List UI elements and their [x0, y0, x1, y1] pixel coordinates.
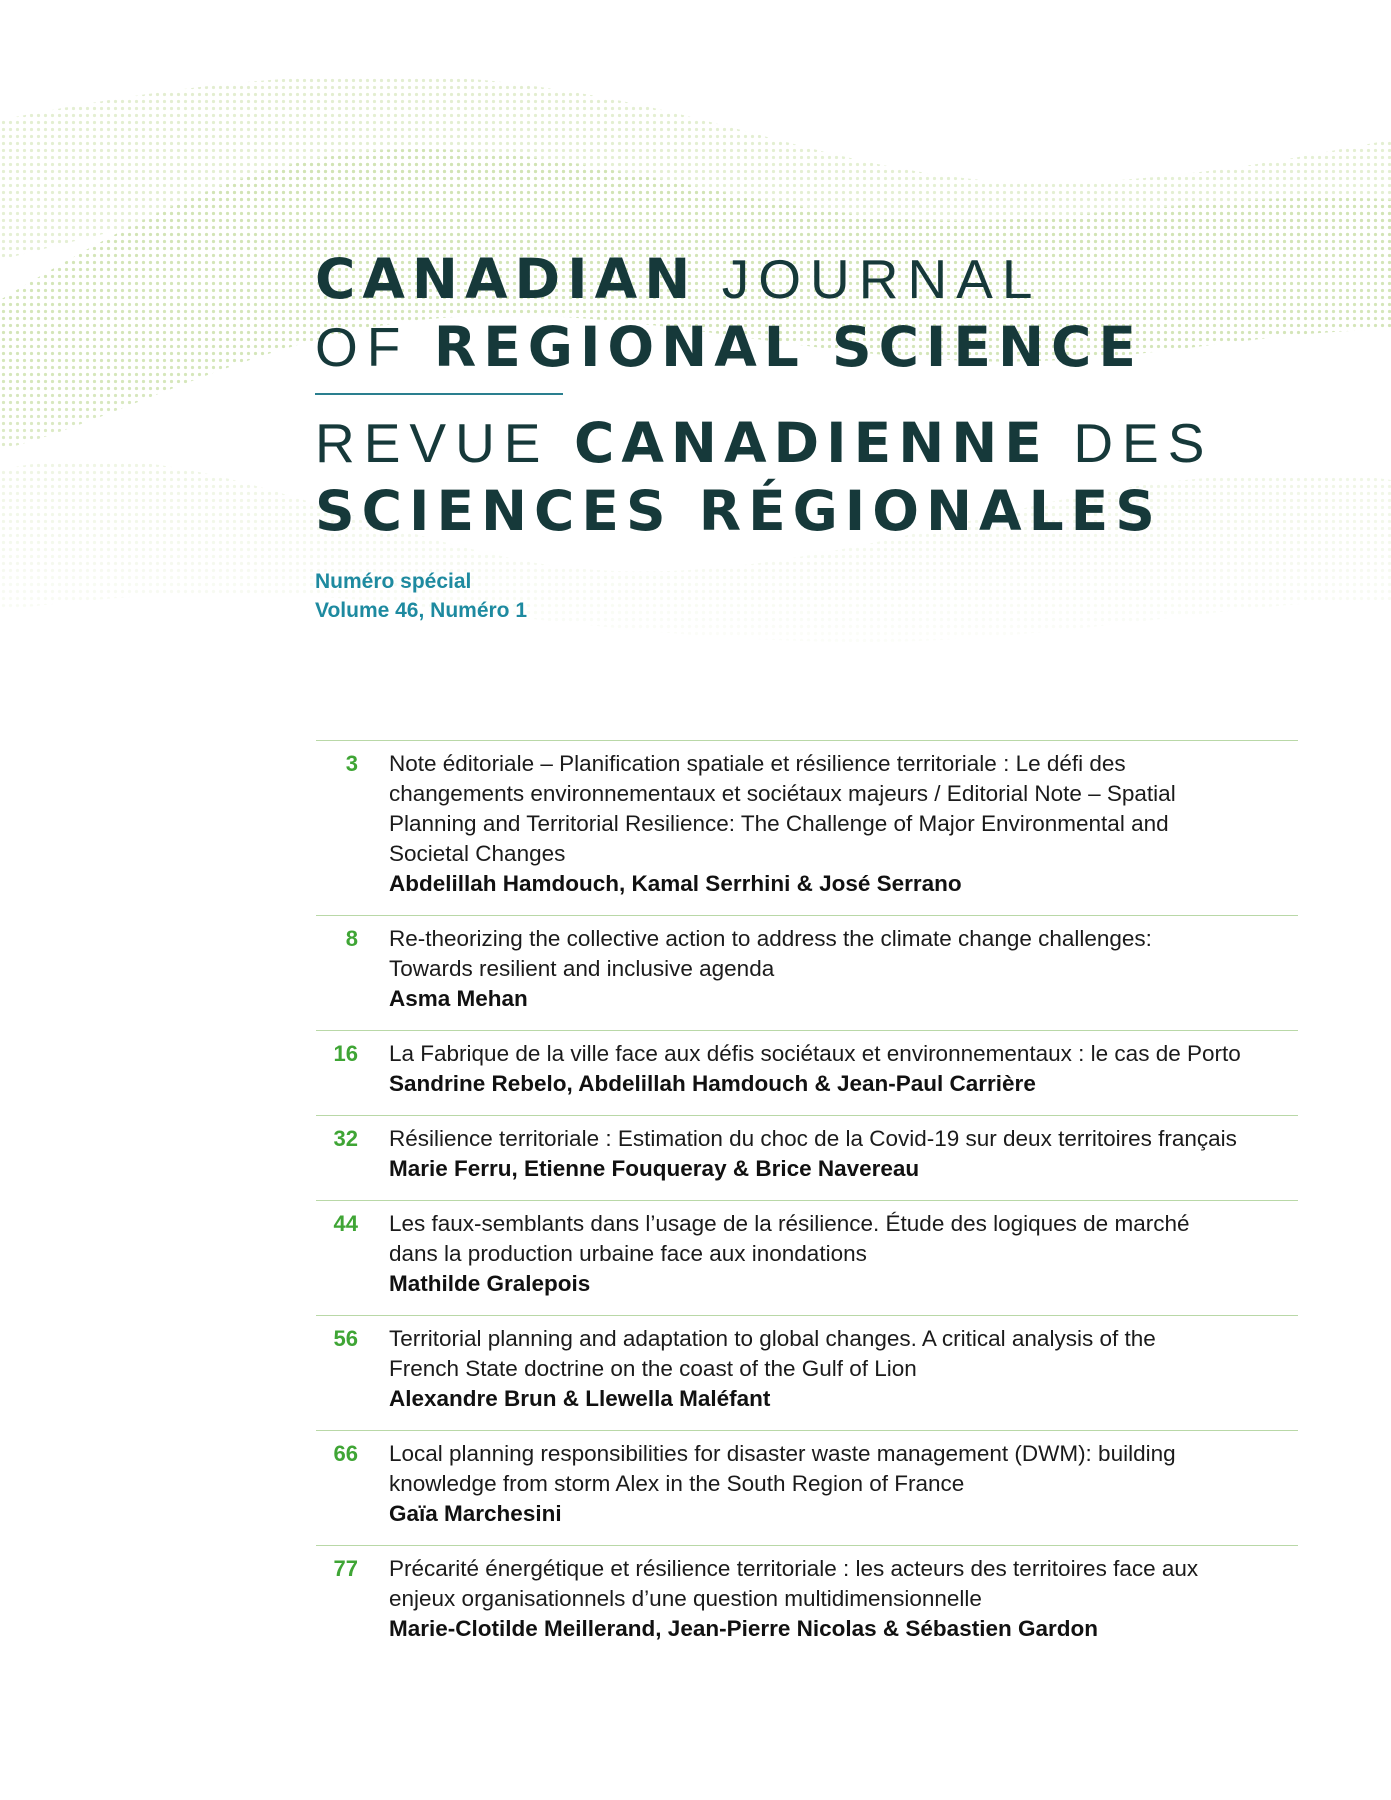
toc-entry[interactable]: [316, 1315, 1298, 1430]
toc-article-title-line: Societal Changes: [389, 841, 566, 866]
toc-page-number: 77: [333, 1556, 358, 1581]
masthead-divider: [315, 393, 563, 395]
toc-entry-body: [389, 924, 1298, 1014]
toc-article-title-line: Local planning responsibilities for disaster waste management (DWM): building: [389, 1441, 1176, 1466]
toc-entry-body: [389, 1039, 1298, 1099]
toc-article-authors: Abdelillah Hamdouch, Kamal Serrhini & José Serrano: [389, 871, 962, 896]
toc-article-title-line: Précarité énergétique et résilience territoriale : les acteurs des territoires face aux: [389, 1556, 1199, 1581]
toc-article-title-line: Territorial planning and adaptation to global changes. A critical analysis of the: [389, 1326, 1156, 1351]
toc-article-authors: Asma Mehan: [389, 986, 528, 1011]
toc-article-title-line: Les faux-semblants dans l’usage de la résilience. Étude des logiques de marché: [389, 1211, 1190, 1236]
toc-article-title-line: Re-theorizing the collective action to address the climate change challenges:: [389, 926, 1152, 951]
toc-page-number: 8: [345, 926, 358, 951]
toc-article-title-line: La Fabrique de la ville face aux défis sociétaux et environnementaux : le cas de Porto: [389, 1041, 1241, 1066]
toc-article-authors: Marie-Clotilde Meillerand, Jean-Pierre Nicolas & Sébastien Gardon: [389, 1616, 1098, 1641]
toc-article-authors: Mathilde Gralepois: [389, 1271, 591, 1296]
toc-article-authors: Gaïa Marchesini: [389, 1501, 562, 1526]
title-line-4: SCIENCES RÉGIONALES: [315, 479, 1162, 543]
toc-article-title-line: dans la production urbaine face aux inondations: [389, 1241, 867, 1266]
toc-entry-body: [389, 1324, 1298, 1414]
toc-entry[interactable]: [316, 740, 1298, 915]
title-line-1: CANADIAN JOURNAL: [315, 247, 1042, 311]
toc-article-title-line: French State doctrine on the coast of the Gulf of Lion: [389, 1356, 917, 1381]
toc-page-number: 44: [333, 1211, 358, 1236]
toc-article-title-line: enjeux organisationnels d’une question multidimensionnelle: [389, 1586, 982, 1611]
toc-article-authors: Marie Ferru, Etienne Fouqueray & Brice Navereau: [389, 1156, 920, 1181]
table-of-contents: [316, 740, 1298, 1660]
toc-article-title-line: Planning and Territorial Resilience: The Challenge of Major Environmental and: [389, 811, 1169, 836]
issue-info: [315, 567, 1375, 625]
toc-entry[interactable]: [316, 1030, 1298, 1115]
toc-page-number: 32: [333, 1126, 358, 1151]
journal-masthead: [315, 245, 1375, 625]
toc-article-title-line: knowledge from storm Alex in the South Region of France: [389, 1471, 965, 1496]
toc-entry-body: [389, 1554, 1298, 1644]
toc-page-number: 3: [345, 751, 358, 776]
toc-entry-body: [389, 1124, 1298, 1184]
toc-entry[interactable]: [316, 1430, 1298, 1545]
toc-article-authors: Alexandre Brun & Llewella Maléfant: [389, 1386, 771, 1411]
title-line-3: REVUE CANADIENNE DES: [315, 411, 1214, 475]
toc-entry[interactable]: [316, 1545, 1298, 1660]
toc-entry-body: [389, 1209, 1298, 1299]
toc-page-number: 66: [333, 1441, 358, 1466]
volume-number-label: Volume 46, Numéro 1: [315, 599, 528, 622]
toc-page-number: 56: [333, 1326, 358, 1351]
toc-entry[interactable]: [316, 1200, 1298, 1315]
title-line-2: OF REGIONAL SCIENCE: [315, 315, 1143, 379]
toc-entry[interactable]: [316, 1115, 1298, 1200]
toc-article-title-line: Note éditoriale – Planification spatiale et résilience territoriale : Le défi des: [389, 751, 1126, 776]
special-issue-label: Numéro spécial: [315, 570, 472, 593]
toc-entry-body: [389, 749, 1298, 899]
toc-article-title-line: Résilience territoriale : Estimation du choc de la Covid-19 sur deux territoires français: [389, 1126, 1237, 1151]
toc-article-title-line: changements environnementaux et sociétaux majeurs / Editorial Note – Spatial: [389, 781, 1176, 806]
toc-page-number: 16: [333, 1041, 358, 1066]
toc-entry-body: [389, 1439, 1298, 1529]
toc-article-authors: Sandrine Rebelo, Abdelillah Hamdouch & Jean-Paul Carrière: [389, 1071, 1036, 1096]
toc-entry[interactable]: [316, 915, 1298, 1030]
toc-article-title-line: Towards resilient and inclusive agenda: [389, 956, 775, 981]
